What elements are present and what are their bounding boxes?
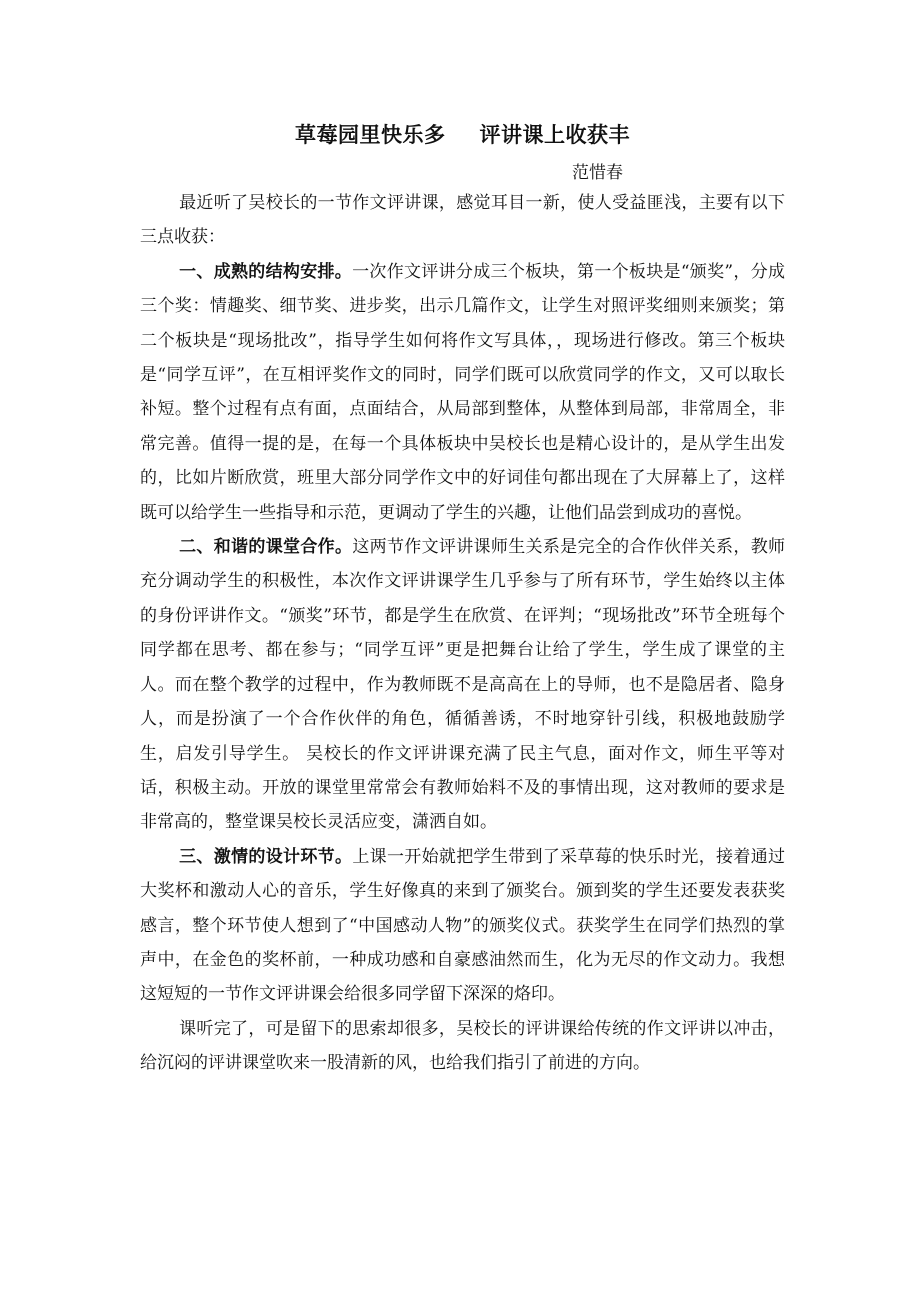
conclusion-paragraph: 课听完了，可是留下的思索却很多，吴校长的评讲课给传统的作文评讲以冲击，给沉闷的评讲课堂吹来一股清新的风，也给我们指引了前进的方向。 (140, 1018, 785, 1074)
section-1-heading: 一、成熟的结构安排。 (179, 261, 353, 282)
title-part-1: 草莓园里快乐多 (295, 123, 446, 147)
section-2-text: 这两节作文评讲课师生关系是完全的合作伙伴关系，教师充分调动学生的积极性，本次作文评讲课学生几乎参与了所有环节，学生始终以主体的身份评讲作文。“颁奖”环节，都是学生在欣赏、在评判；“现场批改”环节全班每个同学都在思考、都在参与；“同学互评”更是把舞台让给了学生，学生成了课堂的主人。而在整个教学的过程中，作为教师既不是高高在上的导师，也不是隐居者、隐身人，而是扮演了一个合作伙伴的角色，循循善诱，不时地穿针引线，积极地鼓励学生，启发引导学生。 吴校长的作文评讲课充满了民主气息，面对作文，师生平等对话，积极主动。开放的课堂里常常会有教师始料不及的事情出现，这对教师的要求是非常高的，整堂课吴校长灵活应变，潇洒自如。 (140, 537, 786, 833)
section-3-heading: 三、激情的设计环节。 (179, 846, 353, 867)
document-page (140, 118, 785, 1081)
author-name: 范惜春 (572, 163, 623, 183)
document-title (140, 118, 785, 152)
section-2-heading: 二、和谐的课堂合作。 (179, 537, 353, 558)
section-3-paragraph (140, 840, 785, 1012)
section-1-paragraph (140, 255, 785, 530)
title-part-2: 评讲课上收获丰 (479, 123, 630, 147)
intro-paragraph: 最近听了吴校长的一节作文评讲课，感觉耳目一新，使人受益匪浅，主要有以下三点收获： (140, 193, 785, 248)
section-1-text: 一次作文评讲分成三个板块，第一个板块是“颁奖”，分成三个奖：情趣奖、细节奖、进步奖，出示几篇作文，让学生对照评奖细则来颁奖；第二个板块是“现场批改”，指导学生如何将作文写具体，，现场进行修改。第三个板块是“同学互评”，在互相评奖作文的同时，同学们既可以欣赏同学的作文，又可以取长补短。整个过程有点有面，点面结合，从局部到整体，从整体到局部，非常周全，非常完善。值得一提的是，在每一个具体板块中吴校长也是精心设计的，是从学生出发的，比如片断欣赏，班里大部分同学作文中的好词佳句都出现在了大屏幕上了，这样既可以给学生一些指导和示范，更调动了学生的兴趣，让他们品尝到成功的喜悦。 (140, 261, 786, 523)
section-2-paragraph (140, 530, 785, 840)
section-3-text: 上课一开始就把学生带到了采草莓的快乐时光，接着通过大奖杯和激动人心的音乐，学生好像真的来到了颁奖台。颁到奖的学生还要发表获奖感言，整个环节使人想到了“中国感动人物”的颁奖仪式。获奖学生在同学们热烈的掌声中，在金色的奖杯前，一种成功感和自豪感油然而生，化为无尽的作文动力。我想这短短的一节作文评讲课会给很多同学留下深深的烙印。 (140, 846, 786, 1005)
